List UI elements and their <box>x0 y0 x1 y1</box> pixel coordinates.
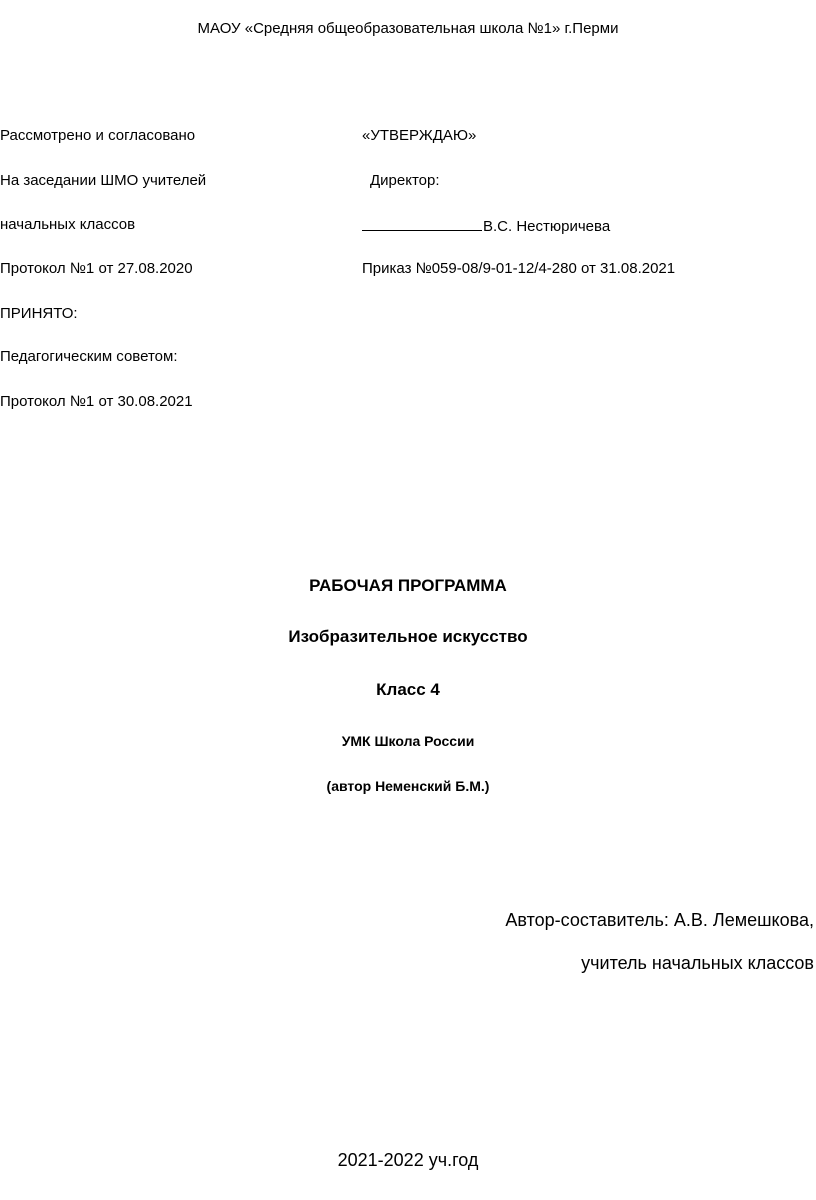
program-title: РАБОЧАЯ ПРОГРАММА <box>309 576 507 595</box>
protocol-1: Протокол №1 от 27.08.2020 <box>0 260 193 277</box>
methodical-meeting-label: На заседании ШМО учителей <box>0 172 207 189</box>
protocol-2: Протокол №1 от 30.08.2021 <box>0 393 193 410</box>
signature-blank <box>362 216 482 231</box>
order-number: Приказ №059-08/9-01-12/4-280 от 31.08.2021 <box>362 260 676 277</box>
program-subject: Изобразительное искусство <box>288 627 528 646</box>
approve-label: «УТВЕРЖДАЮ» <box>362 127 477 144</box>
compiler-name: Автор-составитель: А.В. Лемешкова, <box>505 910 814 930</box>
director-label: Директор: <box>370 172 440 189</box>
program-grade: Класс 4 <box>376 680 440 699</box>
considered-label: Рассмотрено и согласовано <box>0 127 196 144</box>
accepted-label: ПРИНЯТО: <box>0 305 78 322</box>
director-name: В.С. Нестюричева <box>483 218 611 235</box>
academic-year: 2021-2022 уч.год <box>337 1150 479 1170</box>
pedagogical-council-label: Педагогическим советом: <box>0 348 178 365</box>
program-umk: УМК Школа России <box>341 733 475 749</box>
director-signature-line <box>362 216 610 235</box>
school-name: МАОУ «Средняя общеобразовательная школа №1» г.Перми <box>197 20 619 37</box>
compiler-position: учитель начальных классов <box>581 953 814 973</box>
program-book-author: (автор Неменский Б.М.) <box>326 778 490 794</box>
primary-classes-label: начальных классов <box>0 216 136 233</box>
